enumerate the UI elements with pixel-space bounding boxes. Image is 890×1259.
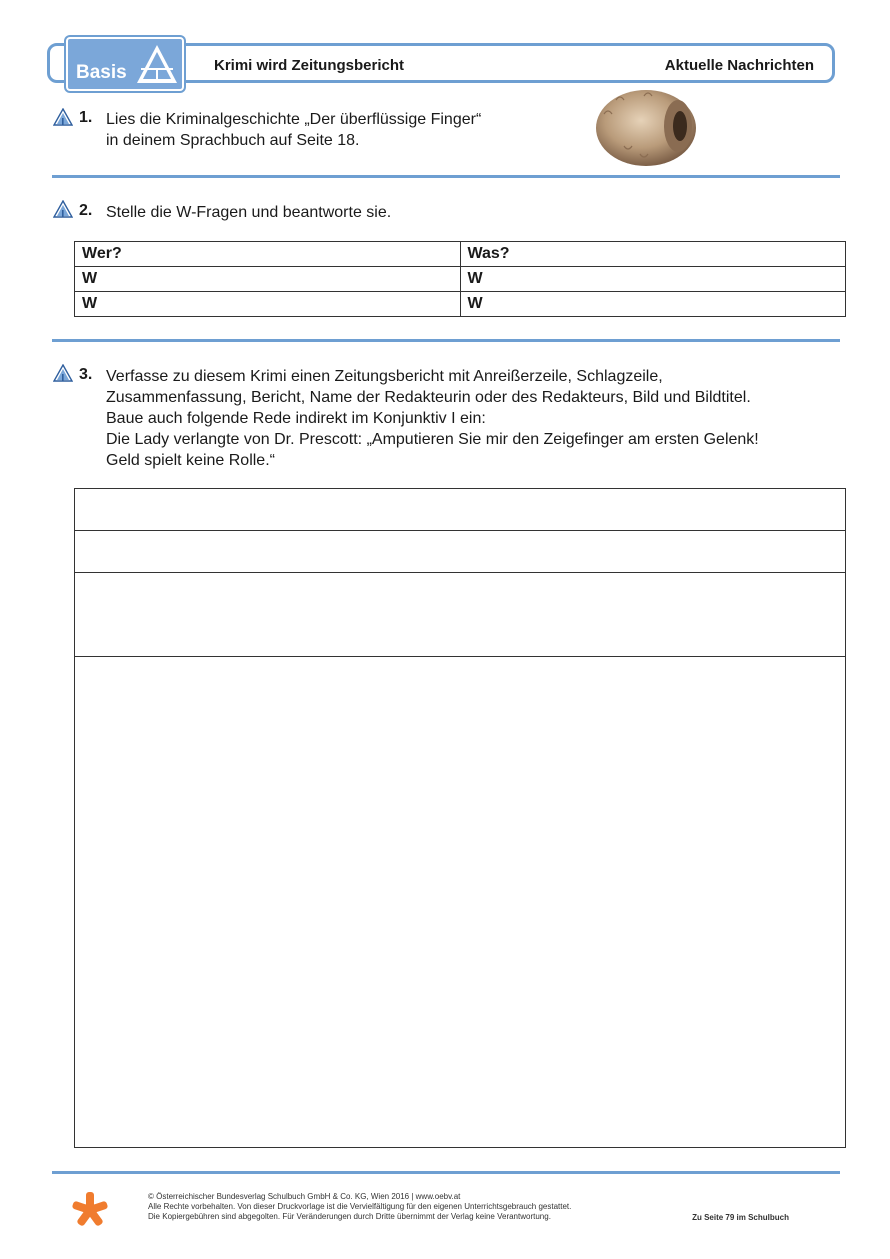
task-3-line: Die Lady verlangte von Dr. Prescott: „Amputieren Sie mir den Zeigefinger am ersten Gelenk! (106, 431, 759, 448)
section-divider (52, 175, 840, 178)
table-cell: W (75, 292, 461, 317)
task-2-number: 2. (79, 202, 93, 219)
copyright-line: Die Kopiergebühren sind abgegolten. Für Veränderungen durch Dritte übernimmt der Verlag keine Verantwortung. (148, 1212, 551, 1221)
textbook-page-reference: Zu Seite 79 im Schulbuch (692, 1213, 789, 1222)
task-2-text (106, 202, 391, 223)
section-title: Aktuelle Nachrichten (664, 57, 814, 74)
task-3-number: 3. (79, 366, 93, 383)
task-1-text (106, 109, 481, 151)
worksheet-title: Krimi wird Zeitungsbericht (214, 57, 405, 74)
task-1-line: Lies die Kriminalgeschichte „Der überflüssige Finger“ (106, 111, 482, 128)
table-row (75, 242, 846, 267)
task-2-line: Stelle die W-Fragen und beantworte sie. (106, 204, 392, 221)
table-row (75, 292, 846, 317)
copyright-notice (148, 1192, 571, 1222)
writing-box-headline[interactable] (74, 530, 846, 573)
level-label: Basis (76, 62, 127, 83)
publisher-logo-icon (70, 1190, 110, 1230)
writing-box-report[interactable] (74, 656, 846, 1148)
footer-divider (52, 1171, 840, 1174)
writing-box-teaser-line[interactable] (74, 488, 846, 531)
task-3-line: Zusammenfassung, Bericht, Name der Redakteurin oder des Redakteurs, Bild und Bildtitel. (106, 389, 751, 406)
task-1-number: 1. (79, 109, 93, 126)
level-basis-icon (53, 200, 73, 218)
task-3-text (106, 366, 759, 471)
w-questions-table (74, 241, 846, 317)
writing-box-summary[interactable] (74, 572, 846, 657)
task-3-line: Baue auch folgende Rede indirekt im Konjunktiv I ein: (106, 410, 486, 427)
fur-muff-illustration (594, 84, 702, 170)
section-divider (52, 339, 840, 342)
task-3-line: Verfasse zu diesem Krimi einen Zeitungsbericht mit Anreißerzeile, Schlagzeile, (106, 368, 663, 385)
copyright-line: Alle Rechte vorbehalten. Von dieser Druckvorlage ist die Vervielfältigung für den eigenen Unterrichtsgebrauch gestattet. (148, 1202, 572, 1211)
table-cell: W (75, 267, 461, 292)
table-cell: W (460, 292, 846, 317)
table-cell: Was? (460, 242, 846, 267)
task-1-line: in deinem Sprachbuch auf Seite 18. (106, 132, 360, 149)
level-basis-icon (53, 108, 73, 126)
table-cell: Wer? (75, 242, 461, 267)
copyright-line: © Österreichischer Bundesverlag Schulbuch GmbH & Co. KG, Wien 2016 | www.oebv.at (148, 1192, 461, 1201)
level-basis-icon (53, 364, 73, 382)
level-pyramid-icon (135, 42, 179, 86)
table-row (75, 267, 846, 292)
table-cell: W (460, 267, 846, 292)
task-3-line: Geld spielt keine Rolle.“ (106, 452, 275, 469)
